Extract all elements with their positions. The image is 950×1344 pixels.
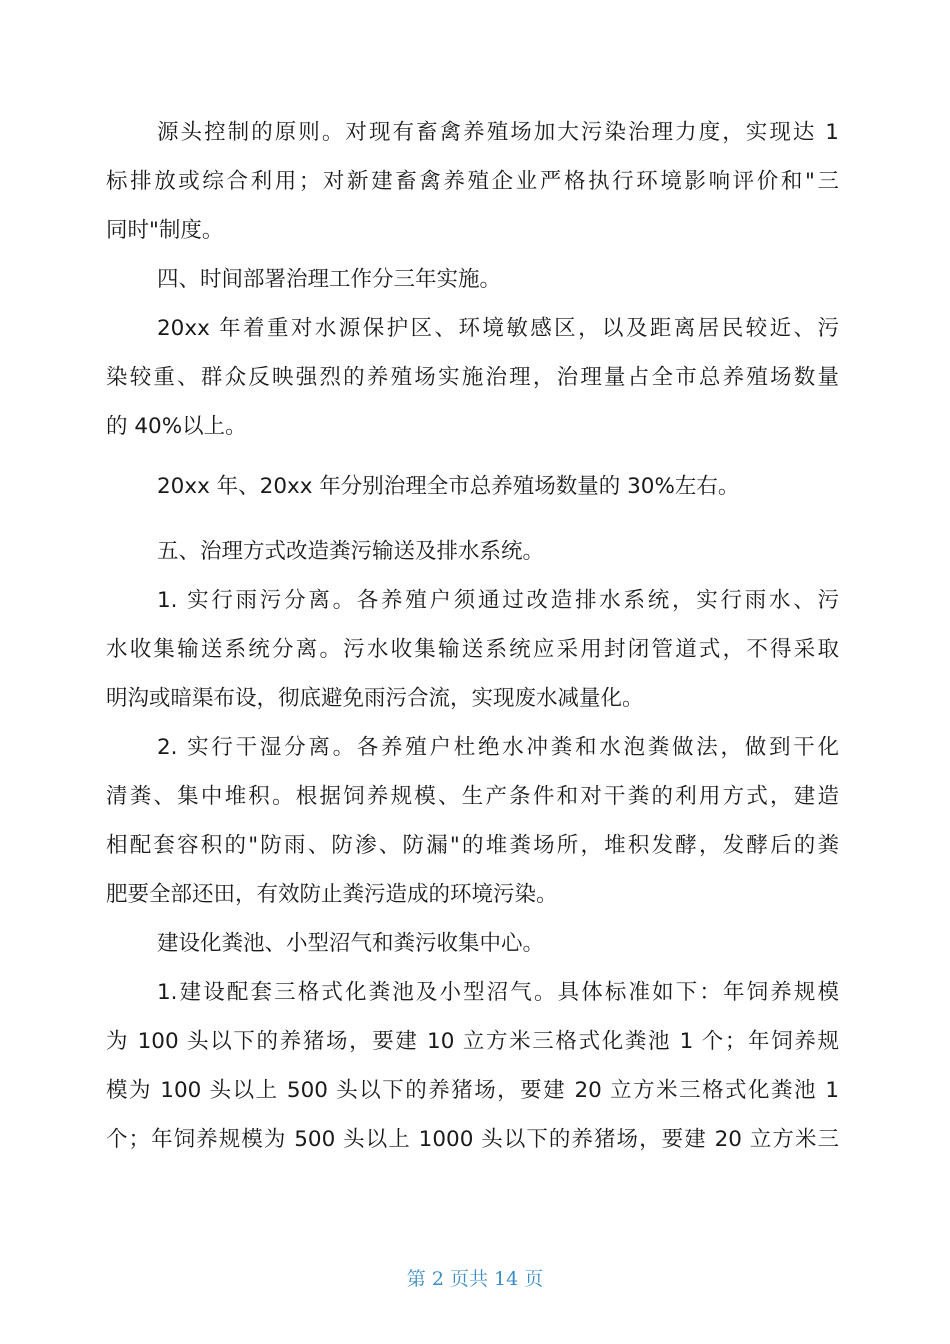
paragraph-line: 肥要全部还田，有效防止粪污造成的环境污染。 bbox=[106, 882, 558, 907]
paragraph-line: 2. 实行干湿分离。各养殖户杜绝水冲粪和水泡粪做法，做到干化 bbox=[157, 735, 839, 760]
section-heading: 五、治理方式改造粪污输送及排水系统。 bbox=[157, 539, 545, 564]
paragraph-line: 的 40%以上。 bbox=[106, 414, 247, 439]
section-heading: 建设化粪池、小型沼气和粪污收集中心。 bbox=[157, 931, 545, 956]
paragraph-line: 源头控制的原则。对现有畜禽养殖场加大污染治理力度，实现达 1 bbox=[157, 120, 839, 145]
paragraph-line: 水收集输送系统分离。污水收集输送系统应采用封闭管道式，不得采取 bbox=[106, 637, 839, 662]
paragraph-line: 同时"制度。 bbox=[106, 218, 224, 243]
paragraph-line: 1.建设配套三格式化粪池及小型沼气。具体标准如下：年饲养规模 bbox=[157, 980, 839, 1005]
paragraph-line: 标排放或综合利用；对新建畜禽养殖企业严格执行环境影响评价和"三 bbox=[106, 169, 839, 194]
paragraph-line: 明沟或暗渠布设，彻底避免雨污合流，实现废水减量化。 bbox=[106, 686, 644, 711]
paragraph-line: 20xx 年着重对水源保护区、环境敏感区，以及距离居民较近、污 bbox=[157, 316, 839, 341]
paragraph-line: 相配套容积的"防雨、防渗、防漏"的堆粪场所，堆积发酵，发酵后的粪 bbox=[106, 833, 839, 858]
paragraph-line: 为 100 头以下的养猪场，要建 10 立方米三格式化粪池 1 个；年饲养规 bbox=[106, 1029, 839, 1054]
paragraph-line: 20xx 年、20xx 年分别治理全市总养殖场数量的 30%左右。 bbox=[157, 474, 740, 499]
section-heading: 四、时间部署治理工作分三年实施。 bbox=[157, 267, 502, 292]
paragraph-line: 个；年饲养规模为 500 头以上 1000 头以下的养猪场，要建 20 立方米三 bbox=[106, 1127, 839, 1152]
paragraph-line: 染较重、群众反映强烈的养殖场实施治理，治理量占全市总养殖场数量 bbox=[106, 365, 839, 390]
paragraph-line: 模为 100 头以上 500 头以下的养猪场，要建 20 立方米三格式化粪池 1 bbox=[106, 1078, 839, 1103]
paragraph-line: 1. 实行雨污分离。各养殖户须通过改造排水系统，实行雨水、污 bbox=[157, 588, 839, 613]
page-number-footer: 第 2 页共 14 页 bbox=[406, 1268, 544, 1290]
paragraph-line: 清粪、集中堆积。根据饲养规模、生产条件和对干粪的利用方式，建造 bbox=[106, 784, 839, 809]
